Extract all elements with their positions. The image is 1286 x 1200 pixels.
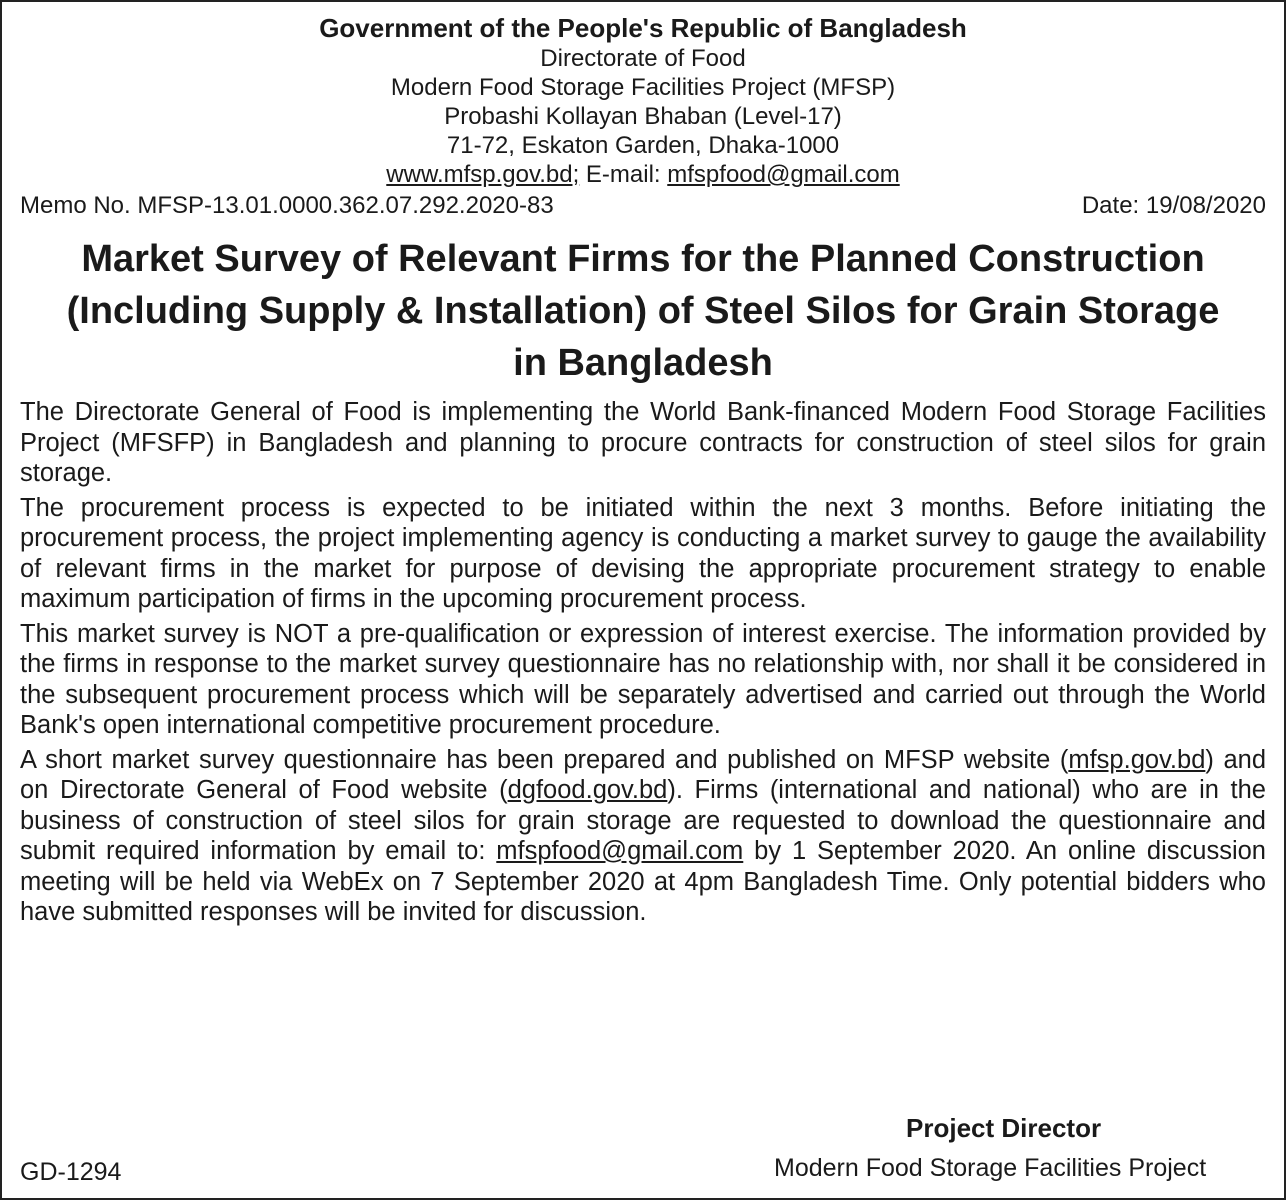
dgfood-website-link[interactable]: dgfood.gov.bd xyxy=(507,776,668,804)
memo-row xyxy=(20,191,1266,221)
directorate-name: Directorate of Food xyxy=(540,45,746,72)
submission-email-link[interactable]: mfspfood@gmail.com xyxy=(496,837,744,865)
building-name: Probashi Kollayan Bhaban (Level-17) xyxy=(444,103,842,130)
notice-title: Market Survey of Relevant Firms for the Planned Construction (Including Supply & Installation) of Steel Silos for Grain Storage in Bangladesh xyxy=(66,238,1220,384)
contact-line xyxy=(20,160,1266,189)
paragraph-4-text-a: A short market survey questionnaire has been prepared and published on MFSP website ( xyxy=(20,745,1069,774)
project-name: Modern Food Storage Facilities Project (MFSP) xyxy=(390,74,896,101)
email-link[interactable]: mfspfood@gmail.com xyxy=(667,161,900,188)
paragraph-4 xyxy=(20,745,1266,928)
email-label: E-mail: xyxy=(579,161,668,188)
paragraph-4-text-b: ) and on Directorate General of Food website ( xyxy=(20,745,1266,804)
address: 71-72, Eskaton Garden, Dhaka-1000 xyxy=(446,132,840,159)
signatory-organization: Modern Food Storage Facilities Project xyxy=(774,1154,1207,1182)
website-link[interactable]: www.mfsp.gov.bd; xyxy=(386,161,580,188)
paragraph-4-text-c: ). Firms (international and national) who are in the business of construction of steel silos for grain storage are requested to download the questionnaire and submit required information by email to: xyxy=(20,776,1266,865)
paragraph-2: The procurement process is expected to be initiated within the next 3 months. Before initiating the procurement process, the project implementing agency is conducting a market survey to gauge the availability of relevant firms in the market for purpose of devising the appropriate procurement strategy to enable maximum participation of firms in the upcoming procurement process. xyxy=(20,493,1266,613)
memo-number: Memo No. MFSP-13.01.0000.362.07.292.2020-83 xyxy=(20,192,554,219)
gd-code: GD-1294 xyxy=(20,1158,122,1186)
memo-date: Date: 19/08/2020 xyxy=(1081,192,1266,219)
mfsp-website-link[interactable]: mfsp.gov.bd xyxy=(1068,745,1206,774)
letterhead xyxy=(20,12,1266,189)
government-name: Government of the People's Republic of Bangladesh xyxy=(319,13,967,43)
signatory-title: Project Director xyxy=(906,1113,1102,1143)
paragraph-3: This market survey is NOT a pre-qualification or expression of interest exercise. The information provided by the firms in response to the market survey questionnaire has no relationship with, nor shall it be considered in the subsequent procurement process which will be separately advertised and carried out through the World Bank's open international competitive procurement procedure. xyxy=(20,619,1266,739)
paragraph-4-text-d: by 1 September 2020. An online discussion meeting will be held via WebEx on 7 September 2020 at 4pm Bangladesh Time. Only potential bidders who have submitted responses will be invited for discussion. xyxy=(20,837,1266,926)
paragraph-1: The Directorate General of Food is implementing the World Bank-financed Modern Food Storage Facilities Project (MFSFP) in Bangladesh and planning to procure contracts for construction of steel silos for grain storage. xyxy=(20,398,1266,487)
